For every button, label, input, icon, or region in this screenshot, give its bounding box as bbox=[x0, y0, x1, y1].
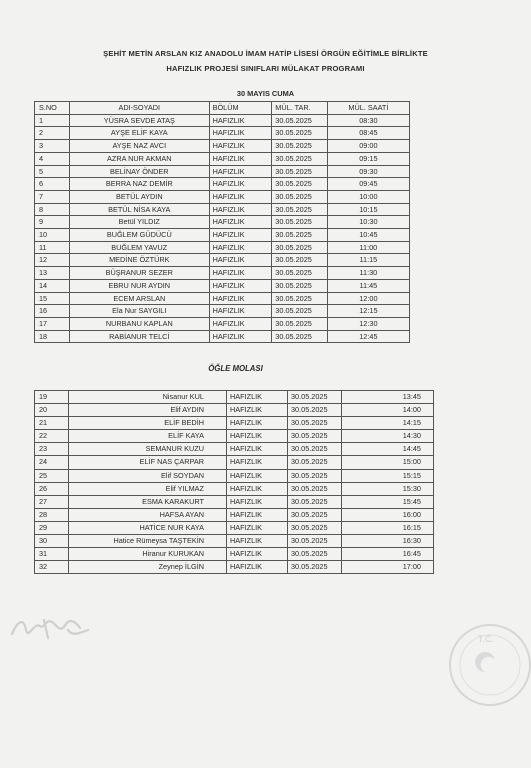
student-name: ESMA KARAKURT bbox=[69, 495, 227, 508]
interview-time: 10:45 bbox=[327, 229, 409, 242]
department: HAFIZLIK bbox=[209, 254, 272, 267]
department: HAFIZLIK bbox=[209, 279, 272, 292]
table-row bbox=[35, 267, 410, 280]
row-number: 9 bbox=[35, 216, 70, 229]
student-name: Hatice Rümeysa TAŞTEKİN bbox=[69, 535, 227, 548]
interview-date: 30.05.2025 bbox=[272, 305, 327, 318]
interview-time: 14:45 bbox=[342, 443, 434, 456]
table-row bbox=[35, 521, 434, 534]
row-number: 6 bbox=[35, 178, 70, 191]
table-header-row bbox=[35, 102, 410, 115]
interview-date: 30.05.2025 bbox=[288, 443, 342, 456]
student-name: ELİF BEDİH bbox=[69, 417, 227, 430]
table-row bbox=[35, 469, 434, 482]
student-name: ELİF NAS ÇARPAR bbox=[69, 456, 227, 469]
table-row bbox=[35, 561, 434, 574]
student-name: Elif AYDIN bbox=[69, 404, 227, 417]
department: HAFIZLIK bbox=[227, 535, 288, 548]
interview-date: 30.05.2025 bbox=[288, 535, 342, 548]
interview-time: 11:00 bbox=[327, 241, 409, 254]
student-name: HATİCE NUR KAYA bbox=[69, 521, 227, 534]
department: HAFIZLIK bbox=[227, 404, 288, 417]
row-number: 25 bbox=[35, 469, 69, 482]
student-name: NURBANU KAPLAN bbox=[69, 317, 209, 330]
interview-date: 30.05.2025 bbox=[272, 317, 327, 330]
student-name: ECEM ARSLAN bbox=[69, 292, 209, 305]
interview-date: 30.05.2025 bbox=[288, 548, 342, 561]
row-number: 20 bbox=[35, 404, 69, 417]
interview-date: 30.05.2025 bbox=[272, 267, 327, 280]
table-row bbox=[35, 548, 434, 561]
table-row bbox=[35, 127, 410, 140]
interview-date: 30.05.2025 bbox=[272, 165, 327, 178]
student-name: BÜŞRANUR SEZER bbox=[69, 267, 209, 280]
row-number: 2 bbox=[35, 127, 70, 140]
row-number: 23 bbox=[35, 443, 69, 456]
student-name: EBRU NUR AYDIN bbox=[69, 279, 209, 292]
document-title-line-1: ŞEHİT METİN ARSLAN KIZ ANADOLU İMAM HATİP LİSESİ ÖRGÜN EĞİTİMLE BİRLİKTE bbox=[103, 49, 428, 58]
row-number: 14 bbox=[35, 279, 70, 292]
department: HAFIZLIK bbox=[227, 508, 288, 521]
table-row bbox=[35, 456, 434, 469]
lunch-break-label: ÖĞLE MOLASI bbox=[208, 364, 263, 373]
interview-time: 11:45 bbox=[327, 279, 409, 292]
interview-time: 16:00 bbox=[342, 508, 434, 521]
interview-time: 11:30 bbox=[327, 267, 409, 280]
table-row bbox=[35, 140, 410, 153]
row-number: 12 bbox=[35, 254, 70, 267]
interview-time: 14:30 bbox=[342, 430, 434, 443]
student-name: BETÜL AYDIN bbox=[69, 190, 209, 203]
header-time: MÜL. SAATİ bbox=[327, 102, 409, 115]
interview-time: 15:15 bbox=[342, 469, 434, 482]
table-row bbox=[35, 317, 410, 330]
department: HAFIZLIK bbox=[209, 292, 272, 305]
table-row bbox=[35, 535, 434, 548]
interview-date: 30.05.2025 bbox=[272, 229, 327, 242]
interview-date: 30.05.2025 bbox=[272, 330, 327, 343]
interview-time: 12:30 bbox=[327, 317, 409, 330]
interview-time: 09:30 bbox=[327, 165, 409, 178]
department: HAFIZLIK bbox=[209, 229, 272, 242]
interview-date: 30.05.2025 bbox=[272, 241, 327, 254]
table-row bbox=[35, 190, 410, 203]
student-name: HAFSA AYAN bbox=[69, 508, 227, 521]
department: HAFIZLIK bbox=[209, 330, 272, 343]
interview-date: 30.05.2025 bbox=[288, 417, 342, 430]
interview-date: 30.05.2025 bbox=[272, 152, 327, 165]
department: HAFIZLIK bbox=[209, 114, 272, 127]
interview-time: 08:30 bbox=[327, 114, 409, 127]
department: HAFIZLIK bbox=[227, 482, 288, 495]
table-row bbox=[35, 178, 410, 191]
interview-time: 16:30 bbox=[342, 535, 434, 548]
row-number: 1 bbox=[35, 114, 70, 127]
interview-date: 30.05.2025 bbox=[288, 391, 342, 404]
department: HAFIZLIK bbox=[227, 443, 288, 456]
interview-time: 12:15 bbox=[327, 305, 409, 318]
interview-time: 15:00 bbox=[342, 456, 434, 469]
student-name: Betül YILDIZ bbox=[69, 216, 209, 229]
student-name: BETÜL NİSA KAYA bbox=[69, 203, 209, 216]
row-number: 17 bbox=[35, 317, 70, 330]
interview-time: 15:45 bbox=[342, 495, 434, 508]
student-name: Nisanur KUL bbox=[69, 391, 227, 404]
interview-time: 10:30 bbox=[327, 216, 409, 229]
student-name: Elif SOYDAN bbox=[69, 469, 227, 482]
row-number: 11 bbox=[35, 241, 70, 254]
row-number: 18 bbox=[35, 330, 70, 343]
row-number: 21 bbox=[35, 417, 69, 430]
interview-time: 14:00 bbox=[342, 404, 434, 417]
table-row bbox=[35, 114, 410, 127]
student-name: AYŞE NAZ AVCI bbox=[69, 140, 209, 153]
interview-time: 08:45 bbox=[327, 127, 409, 140]
row-number: 31 bbox=[35, 548, 69, 561]
table-row bbox=[35, 229, 410, 242]
header-sno: S.NO bbox=[35, 102, 70, 115]
department: HAFIZLIK bbox=[227, 417, 288, 430]
department: HAFIZLIK bbox=[209, 267, 272, 280]
interview-time: 17:00 bbox=[342, 561, 434, 574]
interview-date: 30.05.2025 bbox=[272, 140, 327, 153]
table-row bbox=[35, 508, 434, 521]
department: HAFIZLIK bbox=[209, 178, 272, 191]
header-dept: BÖLÜM bbox=[209, 102, 272, 115]
department: HAFIZLIK bbox=[227, 495, 288, 508]
interview-date: 30.05.2025 bbox=[272, 292, 327, 305]
interview-time: 12:00 bbox=[327, 292, 409, 305]
row-number: 5 bbox=[35, 165, 70, 178]
row-number: 22 bbox=[35, 430, 69, 443]
department: HAFIZLIK bbox=[227, 521, 288, 534]
department: HAFIZLIK bbox=[209, 165, 272, 178]
department: HAFIZLIK bbox=[227, 561, 288, 574]
interview-time: 16:45 bbox=[342, 548, 434, 561]
interview-date: 30.05.2025 bbox=[288, 482, 342, 495]
student-name: Hiranur KURUKAN bbox=[69, 548, 227, 561]
interview-date: 30.05.2025 bbox=[288, 430, 342, 443]
interview-date: 30.05.2025 bbox=[288, 508, 342, 521]
student-name: MEDİNE ÖZTÜRK bbox=[69, 254, 209, 267]
row-number: 16 bbox=[35, 305, 70, 318]
row-number: 7 bbox=[35, 190, 70, 203]
department: HAFIZLIK bbox=[209, 127, 272, 140]
interview-time: 09:15 bbox=[327, 152, 409, 165]
table-row bbox=[35, 330, 410, 343]
table-row bbox=[35, 279, 410, 292]
interview-time: 10:15 bbox=[327, 203, 409, 216]
department: HAFIZLIK bbox=[227, 548, 288, 561]
interview-date: 30.05.2025 bbox=[272, 178, 327, 191]
document-title-line-2: HAFIZLIK PROJESİ SINIFLARI MÜLAKAT PROGRAMI bbox=[166, 64, 365, 73]
student-name: Elif YILMAZ bbox=[69, 482, 227, 495]
interview-time: 11:15 bbox=[327, 254, 409, 267]
interview-time: 13:45 bbox=[342, 391, 434, 404]
student-name: Ela Nur SAYGILI bbox=[69, 305, 209, 318]
row-number: 32 bbox=[35, 561, 69, 574]
department: HAFIZLIK bbox=[209, 241, 272, 254]
department: HAFIZLIK bbox=[227, 469, 288, 482]
student-name: BUĞLEM YAVUZ bbox=[69, 241, 209, 254]
table-row bbox=[35, 430, 434, 443]
interview-time: 12:45 bbox=[327, 330, 409, 343]
student-name: AYŞE ELİF KAYA bbox=[69, 127, 209, 140]
table-row bbox=[35, 203, 410, 216]
interview-date: 30.05.2025 bbox=[272, 254, 327, 267]
stamp-text: T.C. bbox=[478, 634, 495, 644]
table-row bbox=[35, 305, 410, 318]
department: HAFIZLIK bbox=[209, 140, 272, 153]
interview-date: 30.05.2025 bbox=[272, 216, 327, 229]
header-date: MÜL. TAR. bbox=[272, 102, 327, 115]
interview-date: 30.05.2025 bbox=[272, 190, 327, 203]
student-name: BUĞLEM GÜDÜCÜ bbox=[69, 229, 209, 242]
department: HAFIZLIK bbox=[227, 456, 288, 469]
row-number: 8 bbox=[35, 203, 70, 216]
row-number: 30 bbox=[35, 535, 69, 548]
student-name: AZRA NUR AKMAN bbox=[69, 152, 209, 165]
interview-date: 30.05.2025 bbox=[272, 279, 327, 292]
interview-date: 30.05.2025 bbox=[272, 127, 327, 140]
row-number: 19 bbox=[35, 391, 69, 404]
afternoon-schedule-table bbox=[34, 390, 434, 574]
student-name: BERRA NAZ DEMİR bbox=[69, 178, 209, 191]
table-row bbox=[35, 417, 434, 430]
table-row bbox=[35, 391, 434, 404]
row-number: 27 bbox=[35, 495, 69, 508]
row-number: 24 bbox=[35, 456, 69, 469]
row-number: 3 bbox=[35, 140, 70, 153]
interview-date: 30.05.2025 bbox=[288, 561, 342, 574]
interview-date: 30.05.2025 bbox=[272, 203, 327, 216]
row-number: 13 bbox=[35, 267, 70, 280]
table-row bbox=[35, 482, 434, 495]
interview-time: 09:00 bbox=[327, 140, 409, 153]
row-number: 28 bbox=[35, 508, 69, 521]
afternoon-rows bbox=[35, 391, 434, 574]
row-number: 10 bbox=[35, 229, 70, 242]
table-row bbox=[35, 216, 410, 229]
student-name: Zeynep İLGİN bbox=[69, 561, 227, 574]
row-number: 15 bbox=[35, 292, 70, 305]
row-number: 4 bbox=[35, 152, 70, 165]
department: HAFIZLIK bbox=[209, 152, 272, 165]
student-name: BELİNAY ÖNDER bbox=[69, 165, 209, 178]
interview-time: 16:15 bbox=[342, 521, 434, 534]
interview-date: 30.05.2025 bbox=[288, 456, 342, 469]
department: HAFIZLIK bbox=[227, 430, 288, 443]
table-row bbox=[35, 241, 410, 254]
student-name: YÜSRA SEVDE ATAŞ bbox=[69, 114, 209, 127]
interview-time: 15:30 bbox=[342, 482, 434, 495]
interview-date: 30.05.2025 bbox=[272, 114, 327, 127]
table-row bbox=[35, 165, 410, 178]
table-row bbox=[35, 443, 434, 456]
row-number: 29 bbox=[35, 521, 69, 534]
table-row bbox=[35, 152, 410, 165]
student-name: RABİANUR TELCİ bbox=[69, 330, 209, 343]
day-heading: 30 MAYIS CUMA bbox=[236, 89, 295, 98]
department: HAFIZLIK bbox=[209, 317, 272, 330]
student-name: SEMANUR KUZU bbox=[69, 443, 227, 456]
handwritten-signature bbox=[8, 600, 98, 650]
interview-date: 30.05.2025 bbox=[288, 495, 342, 508]
department: HAFIZLIK bbox=[227, 391, 288, 404]
interview-time: 09:45 bbox=[327, 178, 409, 191]
table-row bbox=[35, 404, 434, 417]
interview-date: 30.05.2025 bbox=[288, 404, 342, 417]
department: HAFIZLIK bbox=[209, 190, 272, 203]
table-row bbox=[35, 495, 434, 508]
table-row bbox=[35, 254, 410, 267]
official-seal-stamp bbox=[445, 620, 531, 710]
interview-date: 30.05.2025 bbox=[288, 521, 342, 534]
interview-time: 14:15 bbox=[342, 417, 434, 430]
morning-schedule-table bbox=[34, 101, 410, 343]
interview-time: 10:00 bbox=[327, 190, 409, 203]
row-number: 26 bbox=[35, 482, 69, 495]
table-row bbox=[35, 292, 410, 305]
morning-rows bbox=[35, 114, 410, 343]
student-name: ELİF KAYA bbox=[69, 430, 227, 443]
header-name: ADI-SOYADI bbox=[69, 102, 209, 115]
department: HAFIZLIK bbox=[209, 305, 272, 318]
interview-date: 30.05.2025 bbox=[288, 469, 342, 482]
department: HAFIZLIK bbox=[209, 216, 272, 229]
department: HAFIZLIK bbox=[209, 203, 272, 216]
